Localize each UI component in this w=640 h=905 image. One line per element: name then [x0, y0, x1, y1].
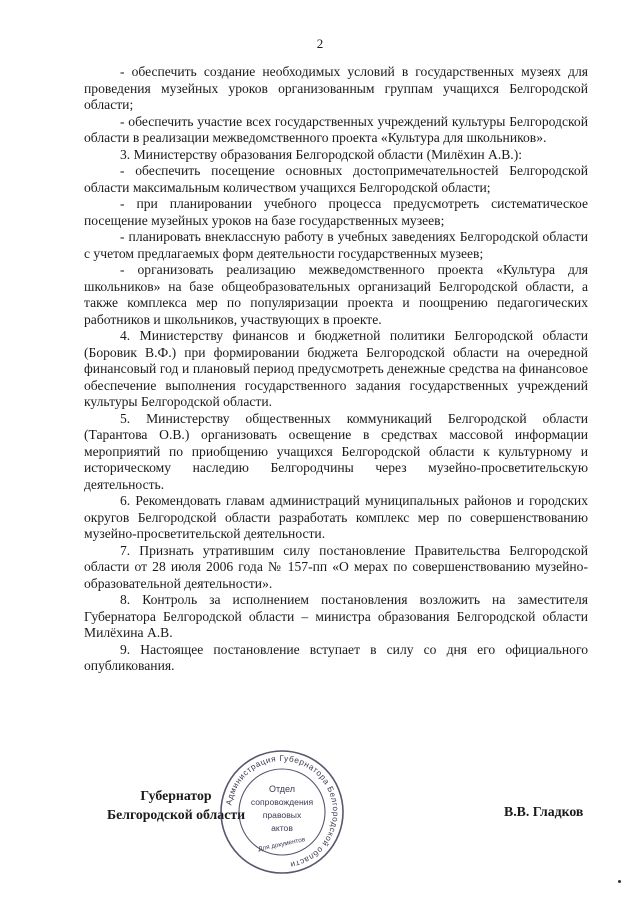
seal-ring-text: Администрация Губернатора Белгородской области: [224, 753, 341, 870]
paragraph: 8. Контроль за исполнением постановления возложить на заместителя Губернатора Белгородской области – министра образования Белгородской области Милёхина А.В.: [84, 592, 588, 640]
paragraph: - планировать внеклассную работу в учебных заведениях Белгородской области с учетом предлагаемых форм деятельности государственных музеев;: [84, 229, 588, 261]
seal-line-4: актов: [271, 823, 293, 833]
signatory-name: В.В. Гладков: [504, 804, 584, 819]
paragraph: 4. Министерству финансов и бюджетной политики Белгородской области (Боровик В.Ф.) при формировании бюджета Белгородской области на очередной финансовый год и плановый период предусмотреть денежные средства на финансовое обеспечение выполнения государственного задания государственных учреждений культуры Белгородской области.: [84, 328, 588, 409]
paragraph: 5. Министерству общественных коммуникаций Белгородской области (Тарантова О.В.) организовать освещение в средствах массовой информации мероприятий по приобщению учащихся Белгородской области к культурному и историческому наследию Белгородчины через музейно-просветительскую деятельность.: [84, 410, 588, 492]
paragraph: 9. Настоящее постановление вступает в силу со дня его официального опубликования.: [84, 641, 588, 673]
page-number: 2: [316, 36, 324, 51]
paragraph: 3. Министерству образования Белгородской области (Милёхин А.В.):: [120, 146, 523, 162]
paragraph: - обеспечить посещение основных достопримечательностей Белгородской области максимальным количеством учащихся Белгородской области;: [84, 163, 588, 195]
paragraph: - обеспечить создание необходимых условий в государственных музеях для проведения музейных уроков организованным группам учащихся Белгородской области;: [84, 64, 588, 112]
seal-bottom-text: Для документов: [257, 836, 306, 853]
document-body: [84, 64, 588, 675]
seal-line-2: сопровождения: [250, 797, 314, 807]
official-seal: [218, 748, 346, 876]
scan-mark: [618, 880, 621, 883]
seal-line-3: правовых: [262, 810, 302, 820]
paragraph: 6. Рекомендовать главам администраций муниципальных районов и городских округов Белгородской области разработать комплекс мер по совершенствованию музейно-просветительской деятельности.: [84, 493, 588, 541]
paragraph: - организовать реализацию межведомственного проекта «Культура для школьников» на базе общеобразовательных организаций Белгородской области, а также комплекса мер по популяризации проекта и поощрению педагогических работников и школьников, участвующих в проекте.: [84, 262, 588, 327]
signatory-title-line2: Белгородской области: [106, 807, 246, 822]
signatory-title-line1: Губернатор: [140, 788, 212, 803]
paragraph: - обеспечить участие всех государственных учреждений культуры Белгородской области в реализации межведомственного проекта «Культура для школьников».: [84, 113, 588, 145]
paragraph: 7. Признать утратившим силу постановление Правительства Белгородской области от 28 июля 2006 года № 157-пп «О мерах по совершенствованию музейно-образовательной деятельности».: [84, 542, 588, 591]
seal-line-1: Отдел: [268, 784, 296, 794]
paragraph: - при планировании учебного процесса предусмотреть систематическое посещение музейных уроков на базе государственных музеев;: [84, 196, 588, 228]
